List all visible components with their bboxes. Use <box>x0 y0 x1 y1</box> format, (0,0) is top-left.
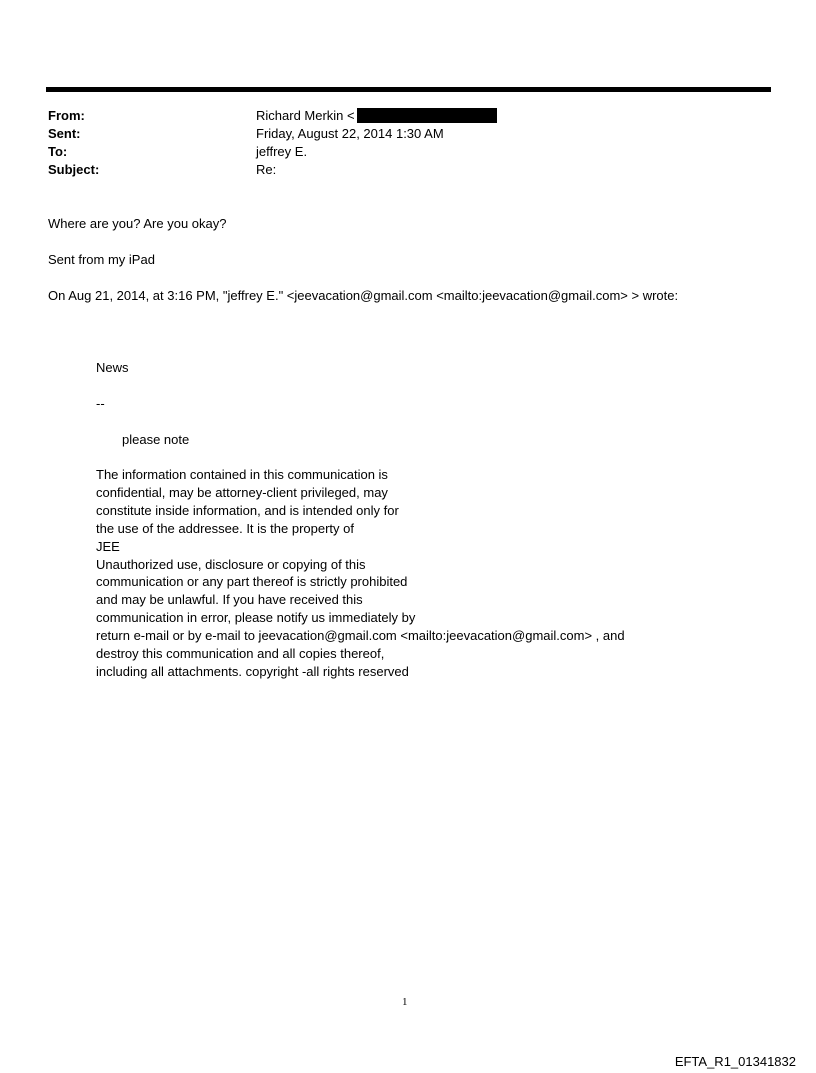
document-id: EFTA_R1_01341832 <box>674 1054 796 1069</box>
disclaimer-line: Unauthorized use, disclosure or copying of this <box>96 556 366 572</box>
to-label: To: <box>48 144 68 159</box>
quoted-news: News <box>96 360 129 375</box>
disclaimer-line: JEE <box>96 538 120 554</box>
disclaimer-line: destroy this communication and all copies thereof, <box>96 646 385 662</box>
quoted-separator: -- <box>96 396 105 411</box>
email-header <box>48 107 648 179</box>
page-number: 1 <box>402 996 408 1008</box>
redaction-block <box>357 108 497 123</box>
from-name: Richard Merkin < <box>256 108 355 123</box>
disclaimer-line: The information contained in this communication is <box>96 467 388 482</box>
subject-label: Subject: <box>48 162 100 177</box>
disclaimer-block <box>96 466 625 681</box>
quoted-please-note: please note <box>122 432 190 447</box>
disclaimer-line: confidential, may be attorney-client privileged, may <box>96 484 388 500</box>
subject-row <box>48 161 648 179</box>
disclaimer-line: return e-mail or by e-mail to jeevacation@gmail.com <mailto:jeevacation@gmail.com> , and <box>96 628 625 644</box>
to-row <box>48 143 648 161</box>
header-divider <box>46 87 771 92</box>
quote-intro: On Aug 21, 2014, at 3:16 PM, "jeffrey E." <jeevacation@gmail.com <mailto:jeevacation@gmail.com> > wrote: <box>48 288 679 303</box>
sent-label: Sent: <box>48 126 81 141</box>
message-line: Where are you? Are you okay? <box>48 216 227 231</box>
disclaimer-line: communication or any part thereof is strictly prohibited <box>96 574 408 590</box>
from-row <box>48 107 648 125</box>
to-value: jeffrey E. <box>256 144 308 159</box>
signature-line: Sent from my iPad <box>48 252 155 267</box>
disclaimer-line: communication in error, please notify us immediately by <box>96 610 416 626</box>
disclaimer-line: constitute inside information, and is intended only for <box>96 502 399 518</box>
disclaimer-line: including all attachments. copyright -all rights reserved <box>96 663 409 679</box>
disclaimer-line: the use of the addressee. It is the property of <box>96 520 354 536</box>
from-value <box>256 107 648 125</box>
subject-value: Re: <box>256 162 277 177</box>
from-label: From: <box>48 108 85 123</box>
sent-row <box>48 125 648 143</box>
disclaimer-line: and may be unlawful. If you have received this <box>96 592 363 608</box>
sent-value: Friday, August 22, 2014 1:30 AM <box>256 126 444 141</box>
